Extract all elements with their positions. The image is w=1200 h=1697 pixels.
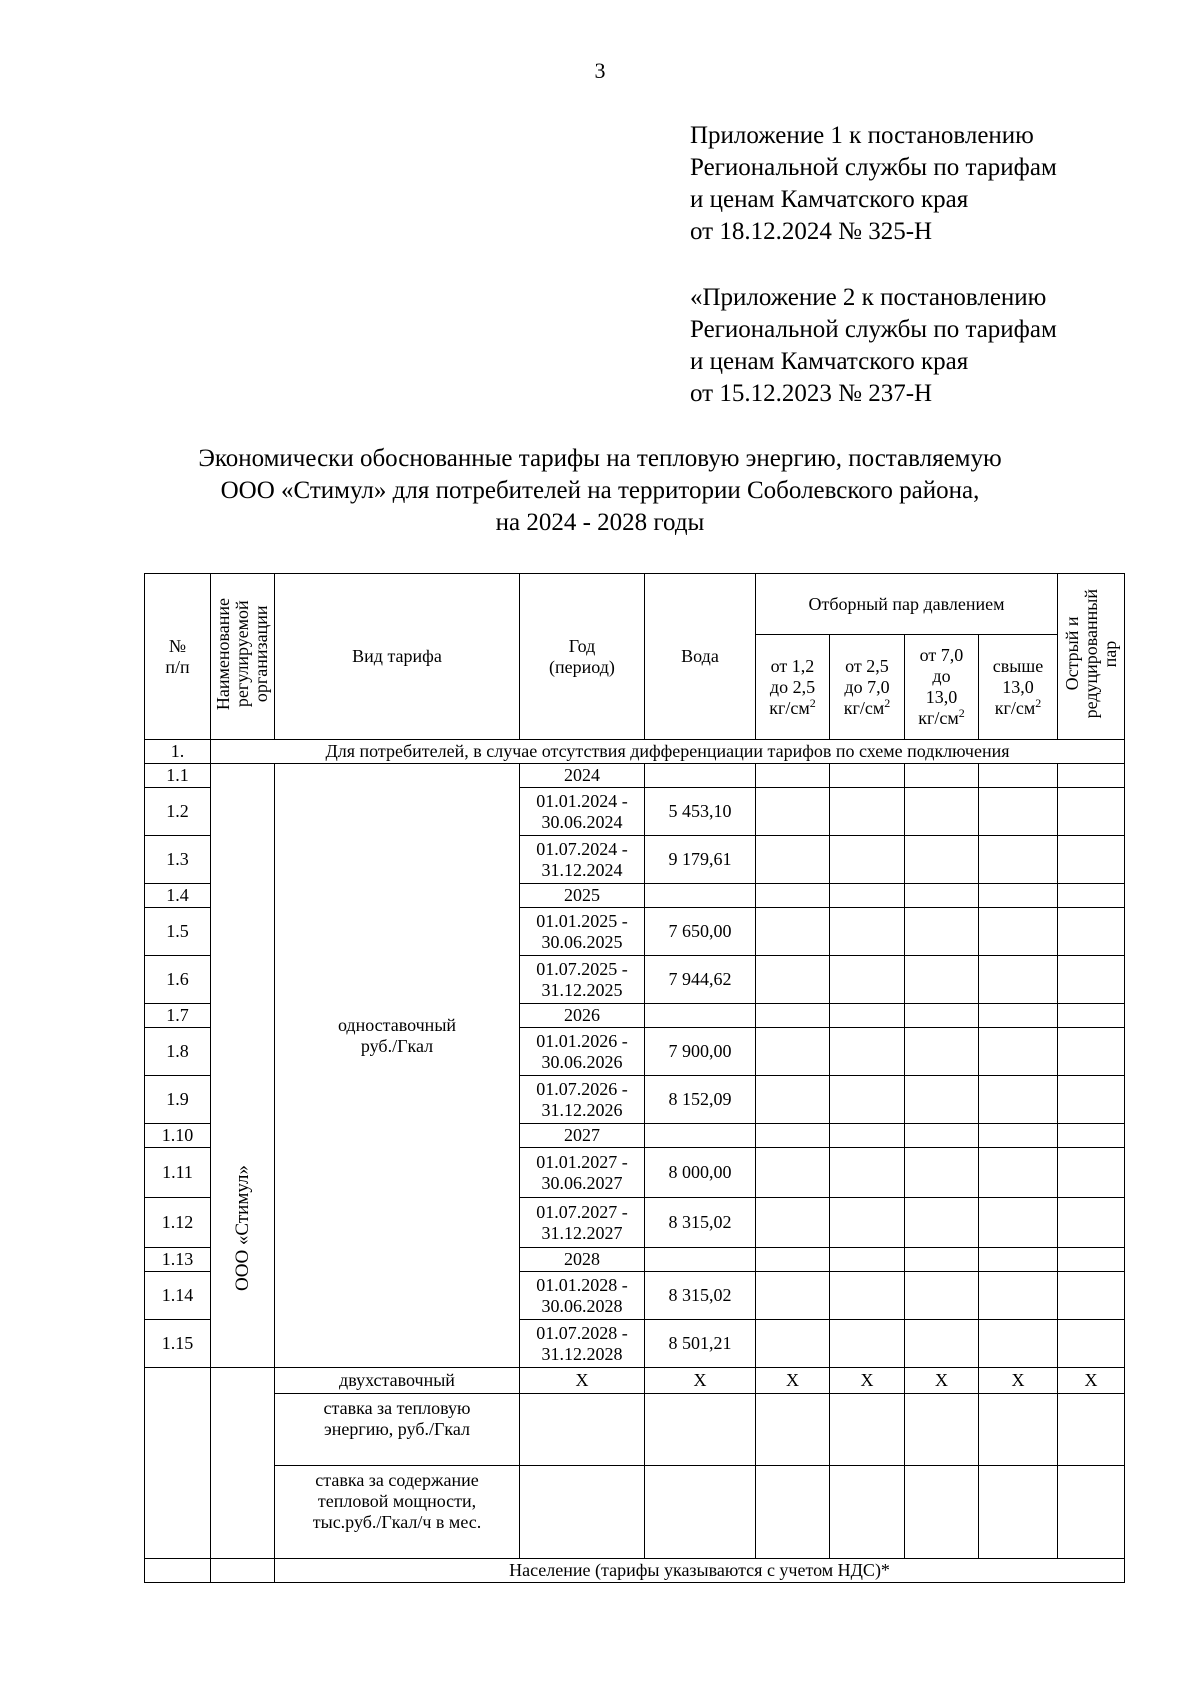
row-period: 01.07.2024 - 31.12.2024 bbox=[520, 836, 645, 884]
tariff-table bbox=[144, 573, 1125, 1583]
row-period: 01.01.2027 - 30.06.2027 bbox=[520, 1148, 645, 1198]
row-water: 7 944,62 bbox=[645, 956, 756, 1004]
header-water: Вода bbox=[645, 574, 756, 740]
heat-energy-rate-label: ставка за тепловую энергию, руб./Гкал bbox=[275, 1394, 520, 1466]
row-period: 01.07.2025 - 31.12.2025 bbox=[520, 956, 645, 1004]
appendix-1-block bbox=[690, 120, 1170, 248]
row-num: 1.3 bbox=[145, 836, 211, 884]
x-mark: Х bbox=[905, 1368, 979, 1394]
organization-name: ООО «Стимул» bbox=[232, 1165, 253, 1291]
header-sharp-steam: Острый и редуцированный пар bbox=[1058, 574, 1125, 740]
row-num: 1.9 bbox=[145, 1076, 211, 1124]
row-period: 01.01.2024 - 30.06.2024 bbox=[520, 788, 645, 836]
row-water bbox=[645, 1124, 756, 1148]
row-water: 8 315,02 bbox=[645, 1272, 756, 1320]
organization-cell bbox=[211, 764, 275, 1368]
appendix-2-line: от 15.12.2023 № 237-Н bbox=[690, 380, 933, 407]
two-rate-row bbox=[145, 1368, 1125, 1394]
appendix-1-line: Региональной службы по тарифам bbox=[690, 154, 1057, 181]
row-num: 1.15 bbox=[145, 1320, 211, 1368]
section-title: Для потребителей, в случае отсутствия дифференциации тарифов по схеме подключения bbox=[211, 740, 1125, 764]
row-period: 2026 bbox=[520, 1004, 645, 1028]
row-water bbox=[645, 884, 756, 908]
header-year: Год (период) bbox=[520, 574, 645, 740]
header-steam-group: Отборный пар давлением bbox=[756, 574, 1058, 635]
x-mark: Х bbox=[830, 1368, 905, 1394]
row-period: 2028 bbox=[520, 1248, 645, 1272]
x-mark: Х bbox=[1058, 1368, 1125, 1394]
population-title: Население (тарифы указываются с учетом НДС)* bbox=[275, 1559, 1125, 1583]
row-period: 01.01.2025 - 30.06.2025 bbox=[520, 908, 645, 956]
row-num: 1.7 bbox=[145, 1004, 211, 1028]
row-num: 1.6 bbox=[145, 956, 211, 1004]
row-water: 8 000,00 bbox=[645, 1148, 756, 1198]
row-water: 8 501,21 bbox=[645, 1320, 756, 1368]
page-number: 3 bbox=[594, 58, 606, 83]
row-water: 8 152,09 bbox=[645, 1076, 756, 1124]
row-num: 1.12 bbox=[145, 1198, 211, 1248]
row-num: 1.14 bbox=[145, 1272, 211, 1320]
title-line: Экономически обоснованные тарифы на тепловую энергию, поставляемую bbox=[198, 445, 1002, 472]
population-row bbox=[145, 1559, 1125, 1583]
row-num: 1.1 bbox=[145, 764, 211, 788]
row-period: 2024 bbox=[520, 764, 645, 788]
header-steam-4: свыше 13,0 $кг/см^2$ bbox=[979, 635, 1058, 740]
row-num: 1.2 bbox=[145, 788, 211, 836]
row-num: 1.8 bbox=[145, 1028, 211, 1076]
row-num: 1.10 bbox=[145, 1124, 211, 1148]
row-water: 7 650,00 bbox=[645, 908, 756, 956]
row-num: 1.5 bbox=[145, 908, 211, 956]
x-mark: Х bbox=[756, 1368, 830, 1394]
title-line: на 2024 - 2028 годы bbox=[495, 509, 705, 536]
row-period: 01.07.2027 - 31.12.2027 bbox=[520, 1198, 645, 1248]
appendix-1-line: от 18.12.2024 № 325-Н bbox=[690, 218, 933, 245]
header-organization: Наименование регулируемой организации bbox=[211, 574, 275, 740]
capacity-rate-label: ставка за содержание тепловой мощности, тыс.руб./Гкал/ч в мес. bbox=[275, 1466, 520, 1559]
appendix-2-line: и ценам Камчатского края bbox=[690, 348, 969, 375]
appendix-1-line: Приложение 1 к постановлению bbox=[690, 122, 1034, 149]
x-mark: Х bbox=[645, 1368, 756, 1394]
row-water: 5 453,10 bbox=[645, 788, 756, 836]
appendix-2-block bbox=[690, 282, 1170, 410]
row-num: 1.4 bbox=[145, 884, 211, 908]
two-rate-label: двухставочный bbox=[275, 1368, 520, 1394]
single-rate-cell: одноставочный руб./Гкал bbox=[275, 764, 520, 1368]
section-num: 1. bbox=[145, 740, 211, 764]
row-water: 8 315,02 bbox=[645, 1198, 756, 1248]
capacity-rate-row bbox=[145, 1466, 1125, 1559]
appendix-2-line: Региональной службы по тарифам bbox=[690, 316, 1057, 343]
row-water: 7 900,00 bbox=[645, 1028, 756, 1076]
appendix-1-line: и ценам Камчатского края bbox=[690, 186, 969, 213]
x-mark: Х bbox=[520, 1368, 645, 1394]
row-period: 01.07.2026 - 31.12.2026 bbox=[520, 1076, 645, 1124]
row-period: 2025 bbox=[520, 884, 645, 908]
header-steam-1: от 1,2 до 2,5 $кг/см^2$ bbox=[756, 635, 830, 740]
section-row bbox=[145, 740, 1125, 764]
row-water bbox=[645, 764, 756, 788]
row-period: 01.01.2026 - 30.06.2026 bbox=[520, 1028, 645, 1076]
row-period: 2027 bbox=[520, 1124, 645, 1148]
row-water bbox=[645, 1004, 756, 1028]
row-water: 9 179,61 bbox=[645, 836, 756, 884]
header-steam-2: от 2,5 до 7,0 $кг/см^2$ bbox=[830, 635, 905, 740]
row-period: 01.01.2028 - 30.06.2028 bbox=[520, 1272, 645, 1320]
row-num: 1.11 bbox=[145, 1148, 211, 1198]
header-row bbox=[145, 574, 1125, 635]
header-steam-3: от 7,0 до 13,0 $кг/см^2$ bbox=[905, 635, 979, 740]
document-title bbox=[0, 443, 1200, 539]
header-tariff-type: Вид тарифа bbox=[275, 574, 520, 740]
appendix-2-line: «Приложение 2 к постановлению bbox=[690, 284, 1047, 311]
row-water bbox=[645, 1248, 756, 1272]
title-line: ООО «Стимул» для потребителей на территории Соболевского района, bbox=[220, 477, 980, 504]
row-period: 01.07.2028 - 31.12.2028 bbox=[520, 1320, 645, 1368]
table-row bbox=[145, 764, 1125, 788]
x-mark: Х bbox=[979, 1368, 1058, 1394]
row-num: 1.13 bbox=[145, 1248, 211, 1272]
header-num: № п/п bbox=[145, 574, 211, 740]
heat-energy-rate-row bbox=[145, 1394, 1125, 1466]
